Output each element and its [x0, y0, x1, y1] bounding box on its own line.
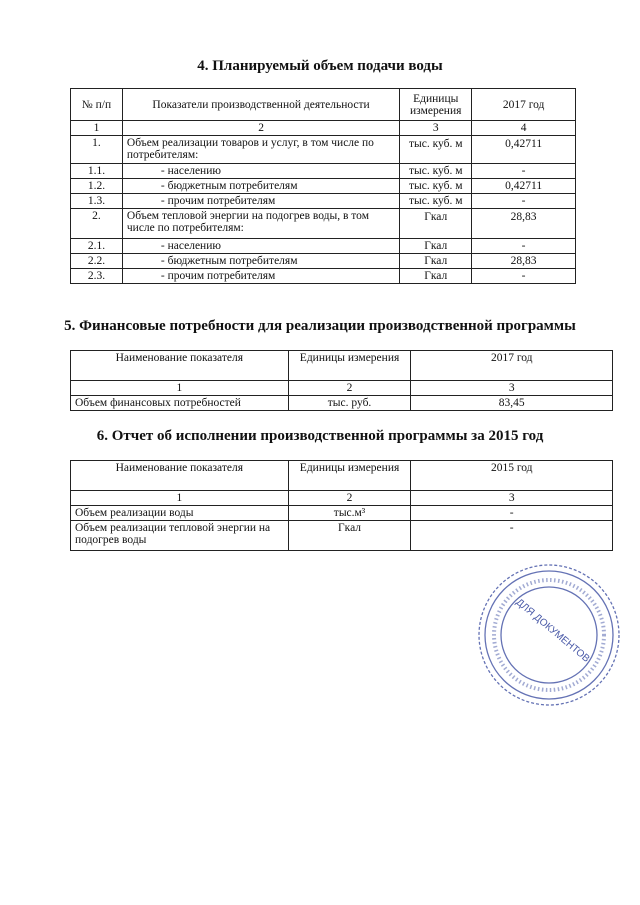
row-name: Объем финансовых потребностей — [71, 396, 289, 411]
column-numbers-row — [71, 121, 576, 136]
header-indicator: Наименование показателя — [71, 461, 289, 491]
row-unit: тыс. куб. м — [400, 136, 472, 164]
col-number: 3 — [411, 381, 613, 396]
row-value: - — [472, 194, 576, 209]
row-name: Объем тепловой энергии на подогрев воды, в том числе по потребителям: — [122, 209, 399, 239]
row-unit: Гкал — [400, 209, 472, 239]
row-name: - прочим потребителям — [122, 269, 399, 284]
table-header-row — [71, 351, 613, 381]
table-row — [71, 396, 613, 411]
table-row — [71, 521, 613, 551]
row-value: 28,83 — [472, 254, 576, 269]
section-5-title: 5. Финансовые потребности для реализации производственной программы — [64, 318, 576, 334]
col-number: 3 — [411, 491, 613, 506]
header-year: 2017 год — [472, 89, 576, 121]
row-value: - — [411, 521, 613, 551]
table-row — [71, 194, 576, 209]
row-value: 28,83 — [472, 209, 576, 239]
table-row — [71, 239, 576, 254]
row-name: Объем реализации воды — [71, 506, 289, 521]
col-number: 4 — [472, 121, 576, 136]
row-value: 0,42711 — [472, 179, 576, 194]
header-unit: Единицы измерения — [400, 89, 472, 121]
col-number: 1 — [71, 121, 123, 136]
row-name: - населению — [122, 239, 399, 254]
row-unit: тыс. руб. — [288, 396, 411, 411]
row-number: 1.2. — [71, 179, 123, 194]
row-value: 0,42711 — [472, 136, 576, 164]
table-row — [71, 136, 576, 164]
row-value: - — [472, 164, 576, 179]
row-number: 1.3. — [71, 194, 123, 209]
row-unit: тыс. куб. м — [400, 164, 472, 179]
row-name: - бюджетным потребителям — [122, 254, 399, 269]
table-row — [71, 209, 576, 239]
row-name: - прочим потребителям — [122, 194, 399, 209]
table-row — [71, 506, 613, 521]
row-number: 2.3. — [71, 269, 123, 284]
header-indicator: Наименование показателя — [71, 351, 289, 381]
section-4-title: 4. Планируемый объем подачи воды — [197, 58, 443, 74]
table-row — [71, 164, 576, 179]
section-6-title: 6. Отчет об исполнении производственной программы за 2015 год — [96, 428, 544, 444]
row-value: 83,45 — [411, 396, 613, 411]
header-unit: Единицы измерения — [288, 351, 411, 381]
row-value: - — [472, 269, 576, 284]
row-name: - бюджетным потребителям — [122, 179, 399, 194]
table-row — [71, 179, 576, 194]
row-unit: Гкал — [400, 239, 472, 254]
row-unit: тыс. куб. м — [400, 194, 472, 209]
row-unit: Гкал — [288, 521, 411, 551]
col-number: 1 — [71, 381, 289, 396]
column-numbers-row — [71, 491, 613, 506]
header-unit: Единицы измерения — [288, 461, 411, 491]
row-value: - — [472, 239, 576, 254]
header-year: 2015 год — [411, 461, 613, 491]
report-2015-table — [70, 460, 613, 551]
row-number: 1.1. — [71, 164, 123, 179]
col-number: 1 — [71, 491, 289, 506]
column-numbers-row — [71, 381, 613, 396]
table-row — [71, 254, 576, 269]
col-number: 2 — [288, 381, 411, 396]
financial-needs-table — [70, 350, 613, 411]
row-name: Объем реализации тепловой энергии на подогрев воды — [71, 521, 289, 551]
row-number: 2.1. — [71, 239, 123, 254]
col-number: 2 — [288, 491, 411, 506]
row-unit: тыс.м³ — [288, 506, 411, 521]
row-unit: Гкал — [400, 254, 472, 269]
row-unit: тыс. куб. м — [400, 179, 472, 194]
table-row — [71, 269, 576, 284]
row-value: - — [411, 506, 613, 521]
header-number: № п/п — [71, 89, 123, 121]
row-unit: Гкал — [400, 269, 472, 284]
header-indicator: Показатели производственной деятельности — [122, 89, 399, 121]
row-name: - населению — [122, 164, 399, 179]
table-header-row — [71, 89, 576, 121]
row-number: 2.2. — [71, 254, 123, 269]
official-stamp — [476, 562, 622, 708]
header-year: 2017 год — [411, 351, 613, 381]
col-number: 2 — [122, 121, 399, 136]
col-number: 3 — [400, 121, 472, 136]
planned-water-table — [70, 88, 576, 284]
stamp-text: ДЛЯ ДОКУМЕНТОВ — [513, 596, 592, 665]
row-name: Объем реализации товаров и услуг, в том числе по потребителям: — [122, 136, 399, 164]
row-number: 1. — [71, 136, 123, 164]
table-header-row — [71, 461, 613, 491]
row-number: 2. — [71, 209, 123, 239]
